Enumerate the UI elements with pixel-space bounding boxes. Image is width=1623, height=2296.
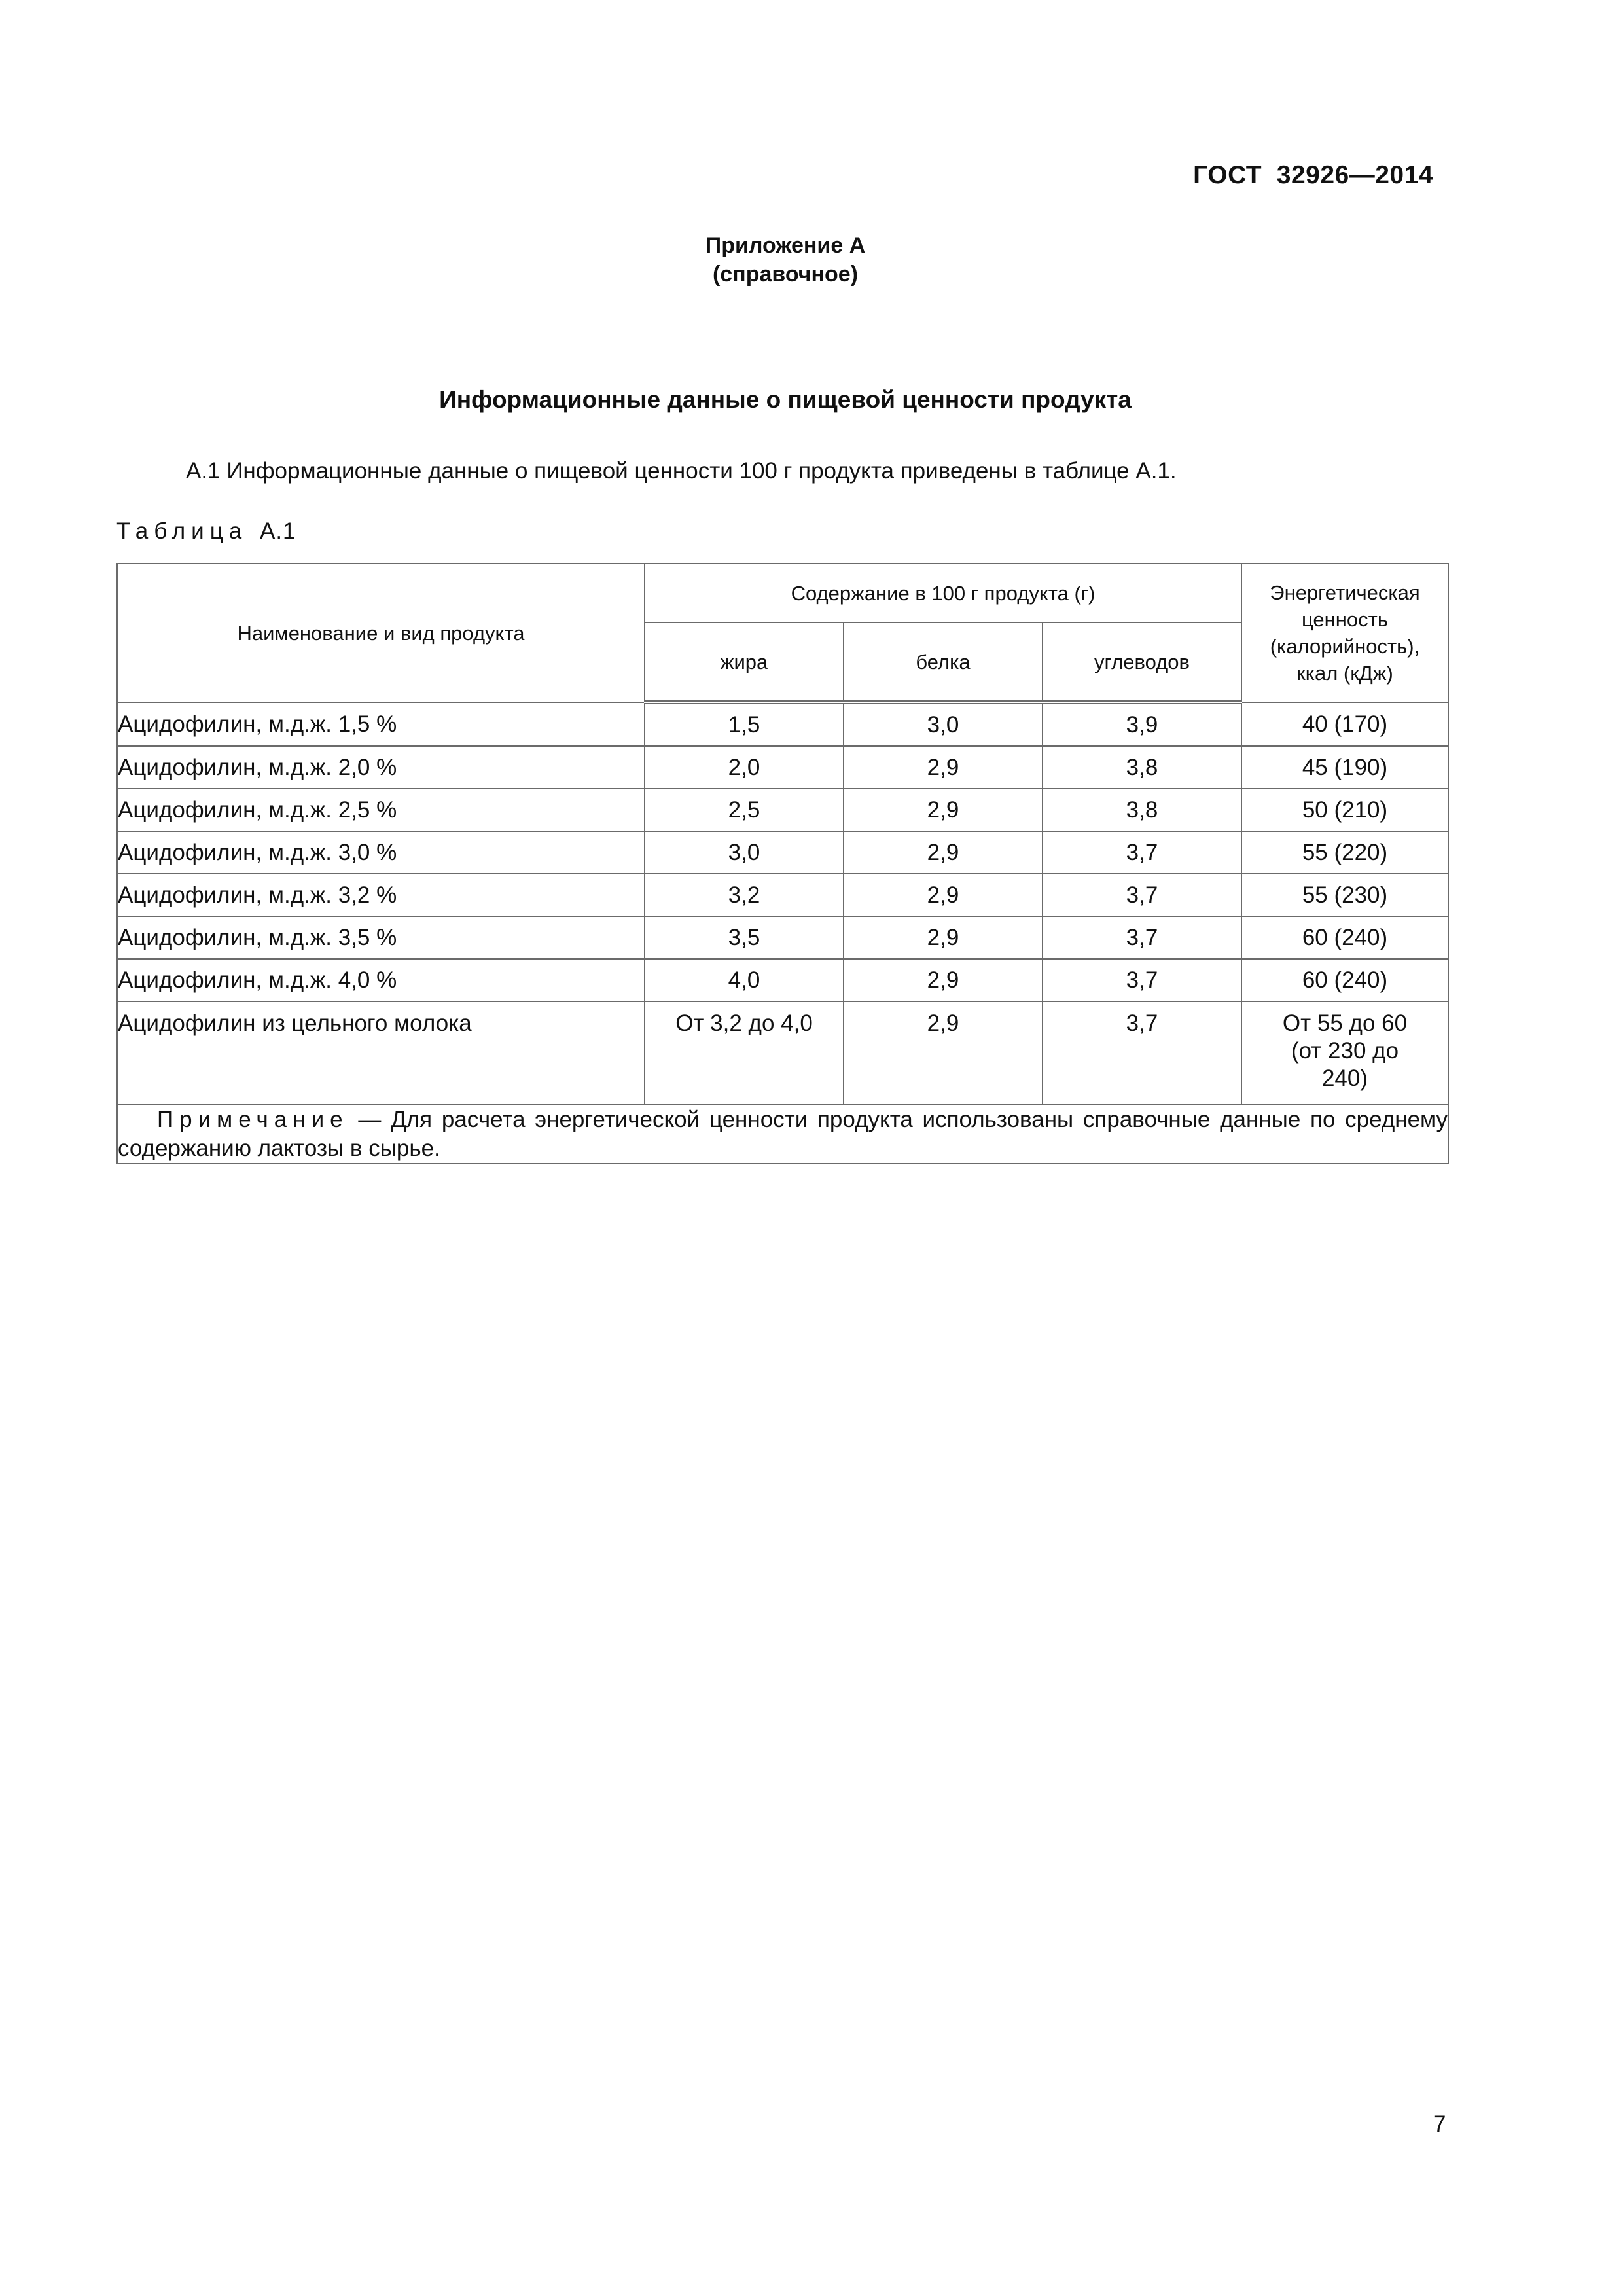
appendix-title: Приложение А: [705, 233, 866, 258]
cell-carbs: 3,9: [1043, 702, 1241, 746]
cell-energy: 50 (210): [1241, 789, 1448, 831]
header-product-name: Наименование и вид продукта: [117, 564, 645, 702]
cell-product-name: Ацидофилин, м.д.ж. 3,5 %: [117, 916, 645, 959]
cell-protein: 3,0: [844, 702, 1043, 746]
header-fat: жира: [645, 622, 844, 702]
table-caption: [116, 518, 296, 545]
header-protein: белка: [844, 622, 1043, 702]
cell-protein: 2,9: [844, 1001, 1043, 1105]
cell-fat: От 3,2 до 4,0: [645, 1001, 844, 1105]
note-label: Примечание: [157, 1107, 349, 1132]
cell-carbs: 3,7: [1043, 916, 1241, 959]
cell-product-name: Ацидофилин, м.д.ж. 2,0 %: [117, 746, 645, 789]
header-energy-line-1: Энергетическая: [1270, 581, 1420, 604]
cell-energy: 60 (240): [1241, 916, 1448, 959]
cell-fat: 4,0: [645, 959, 844, 1001]
cell-fat: 3,2: [645, 874, 844, 916]
table-row: [117, 831, 1448, 874]
header-energy: [1241, 564, 1448, 702]
table-row: [117, 702, 1448, 746]
cell-protein: 2,9: [844, 874, 1043, 916]
header-energy-line-2: ценность: [1302, 608, 1388, 631]
cell-fat: 1,5: [645, 702, 844, 746]
cell-product-name: Ацидофилин, м.д.ж. 2,5 %: [117, 789, 645, 831]
table-row: [117, 959, 1448, 1001]
table-note: [117, 1105, 1448, 1164]
cell-protein: 2,9: [844, 916, 1043, 959]
header-energy-line-4: ккал (кДж): [1296, 662, 1393, 685]
cell-energy-line-3: 240): [1321, 1066, 1368, 1091]
cell-energy: 55 (220): [1241, 831, 1448, 874]
cell-carbs: 3,8: [1043, 789, 1241, 831]
cell-energy-line-1: От 55 до 60: [1282, 1011, 1408, 1036]
cell-fat: 2,5: [645, 789, 844, 831]
intro-paragraph: А.1 Информационные данные о пищевой ценности 100 г продукта приведены в таблице А.1.: [186, 458, 1177, 484]
cell-carbs: 3,8: [1043, 746, 1241, 789]
document-number: ГОСТ 32926—2014: [1193, 161, 1433, 189]
cell-energy: 60 (240): [1241, 959, 1448, 1001]
cell-product-name: Ацидофилин, м.д.ж. 1,5 %: [117, 702, 645, 746]
cell-protein: 2,9: [844, 746, 1043, 789]
cell-product-name: Ацидофилин из цельного молока: [117, 1001, 645, 1105]
table-caption-word: Таблица: [116, 518, 248, 544]
table-row: [117, 789, 1448, 831]
header-carbs: углеводов: [1043, 622, 1241, 702]
table-caption-number: А.1: [259, 518, 296, 544]
cell-protein: 2,9: [844, 831, 1043, 874]
cell-carbs: 3,7: [1043, 831, 1241, 874]
note-text: — Для расчета энергетической ценности продукта использованы справочные данные по среднему содержанию лактозы в сырье.: [118, 1107, 1448, 1161]
nutrition-table: [116, 563, 1449, 1164]
cell-product-name: Ацидофилин, м.д.ж. 3,2 %: [117, 874, 645, 916]
cell-carbs: 3,7: [1043, 874, 1241, 916]
cell-energy: 55 (230): [1241, 874, 1448, 916]
table-row: [117, 874, 1448, 916]
cell-protein: 2,9: [844, 789, 1043, 831]
cell-energy: 40 (170): [1241, 702, 1448, 746]
cell-fat: 3,0: [645, 831, 844, 874]
table-row: [117, 746, 1448, 789]
table-row: [117, 1001, 1448, 1105]
cell-product-name: Ацидофилин, м.д.ж. 4,0 %: [117, 959, 645, 1001]
page-number: 7: [1433, 2111, 1446, 2137]
cell-energy: 45 (190): [1241, 746, 1448, 789]
cell-fat: 2,0: [645, 746, 844, 789]
cell-protein: 2,9: [844, 959, 1043, 1001]
table-note-row: [117, 1105, 1448, 1164]
header-content: Содержание в 100 г продукта (г): [645, 564, 1241, 622]
cell-energy-line-2: (от 230 до: [1291, 1038, 1399, 1064]
table-row: [117, 916, 1448, 959]
cell-carbs: 3,7: [1043, 959, 1241, 1001]
section-title: Информационные данные о пищевой ценности продукта: [439, 386, 1132, 413]
cell-energy: [1241, 1001, 1448, 1105]
cell-fat: 3,5: [645, 916, 844, 959]
header-energy-line-3: (калорийность),: [1270, 635, 1420, 658]
cell-carbs: 3,7: [1043, 1001, 1241, 1105]
cell-product-name: Ацидофилин, м.д.ж. 3,0 %: [117, 831, 645, 874]
appendix-subtitle: (справочное): [712, 262, 859, 287]
